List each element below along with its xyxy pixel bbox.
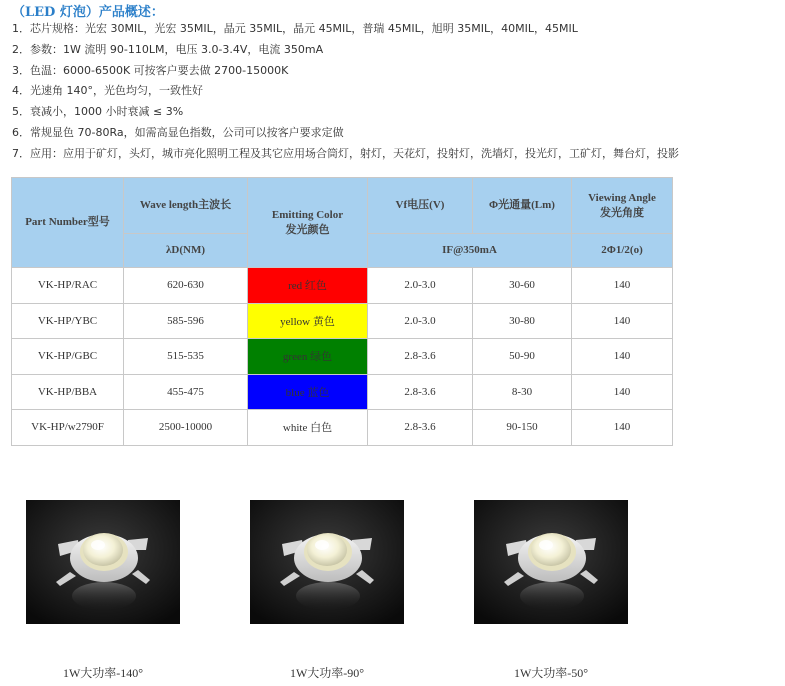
- header-viewing-angle-cn: 发光角度: [600, 206, 644, 219]
- cell-part-number: VK-HP/BBA: [12, 374, 124, 410]
- header-emitting-color-cn: 发光颜色: [285, 223, 330, 236]
- cell-emitting-color: yellow 黄色: [248, 303, 368, 339]
- cell-viewing-angle: 140: [572, 339, 673, 375]
- cell-part-number: VK-HP/w2790F: [12, 410, 124, 446]
- header-angle-unit: 2Φ1/2(o): [572, 234, 673, 268]
- cell-wavelength: 620-630: [124, 268, 248, 304]
- cell-flux: 90-150: [473, 410, 572, 446]
- led-photo-140: [26, 500, 180, 624]
- cell-wavelength: 2500-10000: [124, 410, 248, 446]
- spec-color-temperature: 3．色温：6000-6500K 可按客户要去做 2700-15000K: [12, 64, 289, 77]
- cell-vf: 2.8-3.6: [368, 339, 473, 375]
- cell-vf: 2.8-3.6: [368, 374, 473, 410]
- spec-chip: 1．芯片规格：光宏 30MIL，光宏 35MIL，晶元 35MIL，晶元 45MIL，普瑞 45MIL，旭明 35MIL，40MIL，45MIL: [12, 22, 578, 35]
- table-row: [12, 268, 673, 304]
- header-viewing-angle: [572, 178, 673, 234]
- photo-caption-140: 1W大功率-140°: [62, 666, 144, 680]
- header-emitting-color-en: Emitting Color: [271, 208, 344, 221]
- page-title: （LED 灯泡）产品概述：: [12, 5, 164, 20]
- cell-vf: 2.0-3.0: [368, 268, 473, 304]
- cell-viewing-angle: 140: [572, 268, 673, 304]
- spec-decay: 5．衰减小，1000 小时衰减 ≤ 3%: [12, 105, 184, 118]
- table-row: [12, 303, 673, 339]
- cell-viewing-angle: 140: [572, 374, 673, 410]
- header-viewing-angle-en: Viewing Angle: [588, 191, 656, 204]
- header-vf: Vf电压(V): [368, 178, 473, 234]
- cell-part-number: VK-HP/YBC: [12, 303, 124, 339]
- cell-emitting-color: red 红色: [248, 268, 368, 304]
- cell-part-number: VK-HP/GBC: [12, 339, 124, 375]
- photo-caption-50: 1W大功率-50°: [513, 666, 589, 680]
- cell-viewing-angle: 140: [572, 303, 673, 339]
- table-row: [12, 339, 673, 375]
- spec-color-rendering: 6．常规显色 70-80Ra，如需高显色指数，公司可以按客户要求定做: [12, 126, 344, 139]
- cell-wavelength: 585-596: [124, 303, 248, 339]
- cell-vf: 2.0-3.0: [368, 303, 473, 339]
- spec-beam-angle: 4．光速角 140°，光色均匀，一致性好: [12, 84, 203, 97]
- cell-flux: 30-80: [473, 303, 572, 339]
- header-test-condition: IF@350mA: [368, 234, 572, 268]
- cell-emitting-color: blue 蓝色: [248, 374, 368, 410]
- cell-flux: 50-90: [473, 339, 572, 375]
- cell-vf: 2.8-3.6: [368, 410, 473, 446]
- cell-flux: 30-60: [473, 268, 572, 304]
- cell-viewing-angle: 140: [572, 410, 673, 446]
- cell-flux: 8-30: [473, 374, 572, 410]
- header-wavelength: Wave length主波长: [124, 178, 248, 234]
- spec-table: [11, 177, 673, 446]
- header-flux: Φ光通量(Lm): [473, 178, 572, 234]
- spec-parameters: 2．参数：1W 流明 90-110LM，电压 3.0-3.4V，电流 350mA: [12, 43, 324, 56]
- photo-caption-90: 1W大功率-90°: [289, 666, 365, 680]
- cell-emitting-color: white 白色: [248, 410, 368, 446]
- cell-part-number: VK-HP/RAC: [12, 268, 124, 304]
- led-photo-90: [250, 500, 404, 624]
- cell-emitting-color: green 绿色: [248, 339, 368, 375]
- table-row: [12, 410, 673, 446]
- led-photo-50: [474, 500, 628, 624]
- cell-wavelength: 455-475: [124, 374, 248, 410]
- cell-wavelength: 515-535: [124, 339, 248, 375]
- table-row: [12, 374, 673, 410]
- header-part-number: Part Number型号: [12, 178, 124, 268]
- spec-application: 7．应用：应用于矿灯，头灯，城市亮化照明工程及其它应用场合筒灯，射灯，天花灯，投射灯，洗墙灯，投光灯，工矿灯，舞台灯，投影: [12, 147, 679, 160]
- header-emitting-color: [248, 178, 368, 268]
- header-wavelength-unit: λD(NM): [124, 234, 248, 268]
